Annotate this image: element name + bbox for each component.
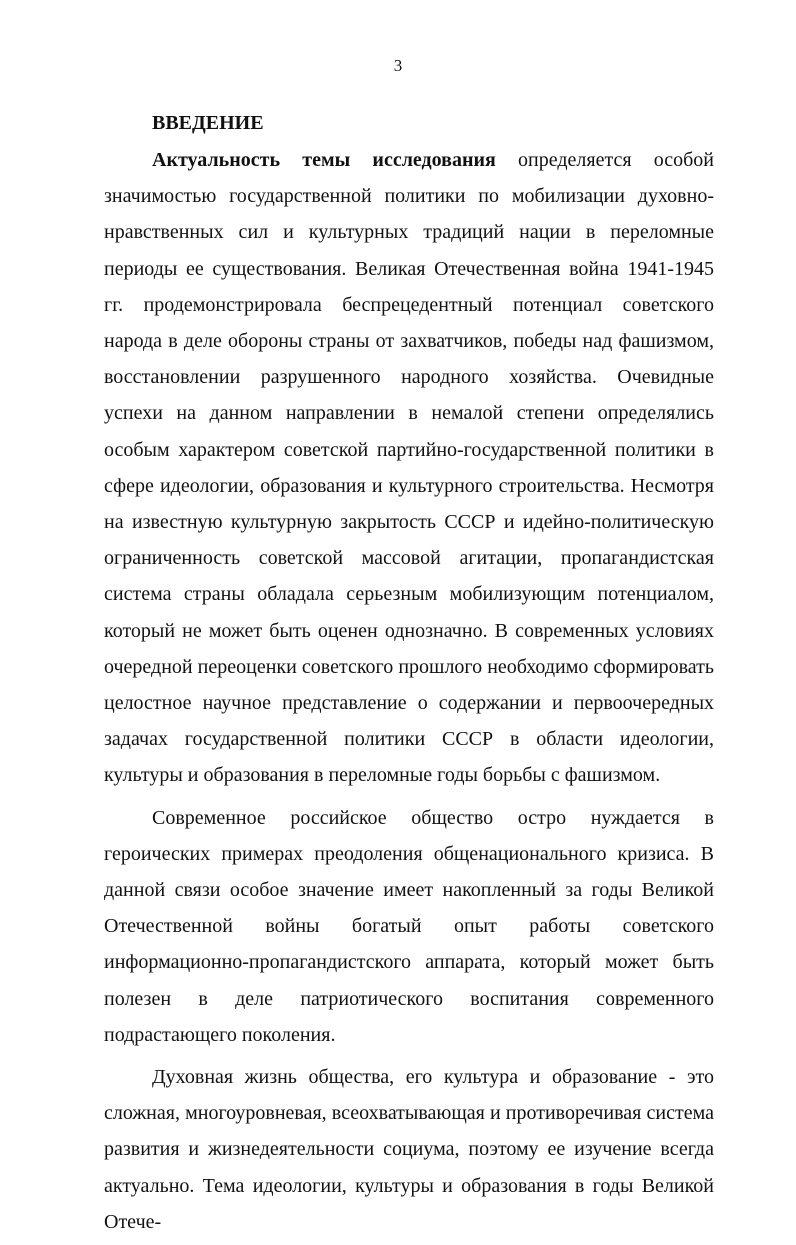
paragraph-relevance-body: определяется особой значимостью государственной политики по мобилизации духовно-нравственных сил и культурных традиций нации в переломные периоды ее существования. Великая Отечественная война 1941-1945 гг. продемонстрировала беспрецедентный потенциал советского народа в деле обороны страны от захватчиков, победы над фашизмом, восстановлении разрушенного народного хозяйства. Очевидные успехи на данном направлении в немалой степени определялись особым характером советской партийно-государственной политики в сфере идеологии, образования и культурного строительства. Несмотря на известную культурную закрытость СССР и идейно-политическую ограниченность советской массовой агитации, пропагандистская система страны обладала серьезным мобилизующим потенциалом, который не может быть оценен однозначно. В современных условиях очередной переоценки советского прошлого необходимо сформировать целостное научное представление о содержании и первоочередных задачах государственной политики СССР в области идеологии, культуры и образования в переломные годы борьбы с фашизмом. bbox=[104, 149, 714, 787]
section-heading: ВВЕДЕНИЕ bbox=[152, 112, 264, 134]
paragraph-lead-bold: Актуальность темы исследования bbox=[152, 149, 496, 171]
paragraph-spiritual-life: Духовная жизнь общества, его культура и образование - это сложная, многоуровневая, всеохватывающая и противоречивая система развития и жизнедеятельности социума, поэтому ее изучение всегда актуально. Тема идеологии, культуры и образования в годы Великой Отече- bbox=[104, 1066, 714, 1233]
paragraph-relevance bbox=[104, 142, 714, 794]
page-content bbox=[104, 108, 714, 1240]
paragraph-society: Современное российское общество остро нуждается в героических примерах преодоления общенационального кризиса. В данной связи особое значение имеет накопленный за годы Великой Отечественной войны богатый опыт работы советского информационно-пропагандистского аппарата, который может быть полезен в деле патриотического воспитания современного подрастающего поколения. bbox=[104, 806, 714, 1046]
page-number: 3 bbox=[393, 56, 403, 75]
